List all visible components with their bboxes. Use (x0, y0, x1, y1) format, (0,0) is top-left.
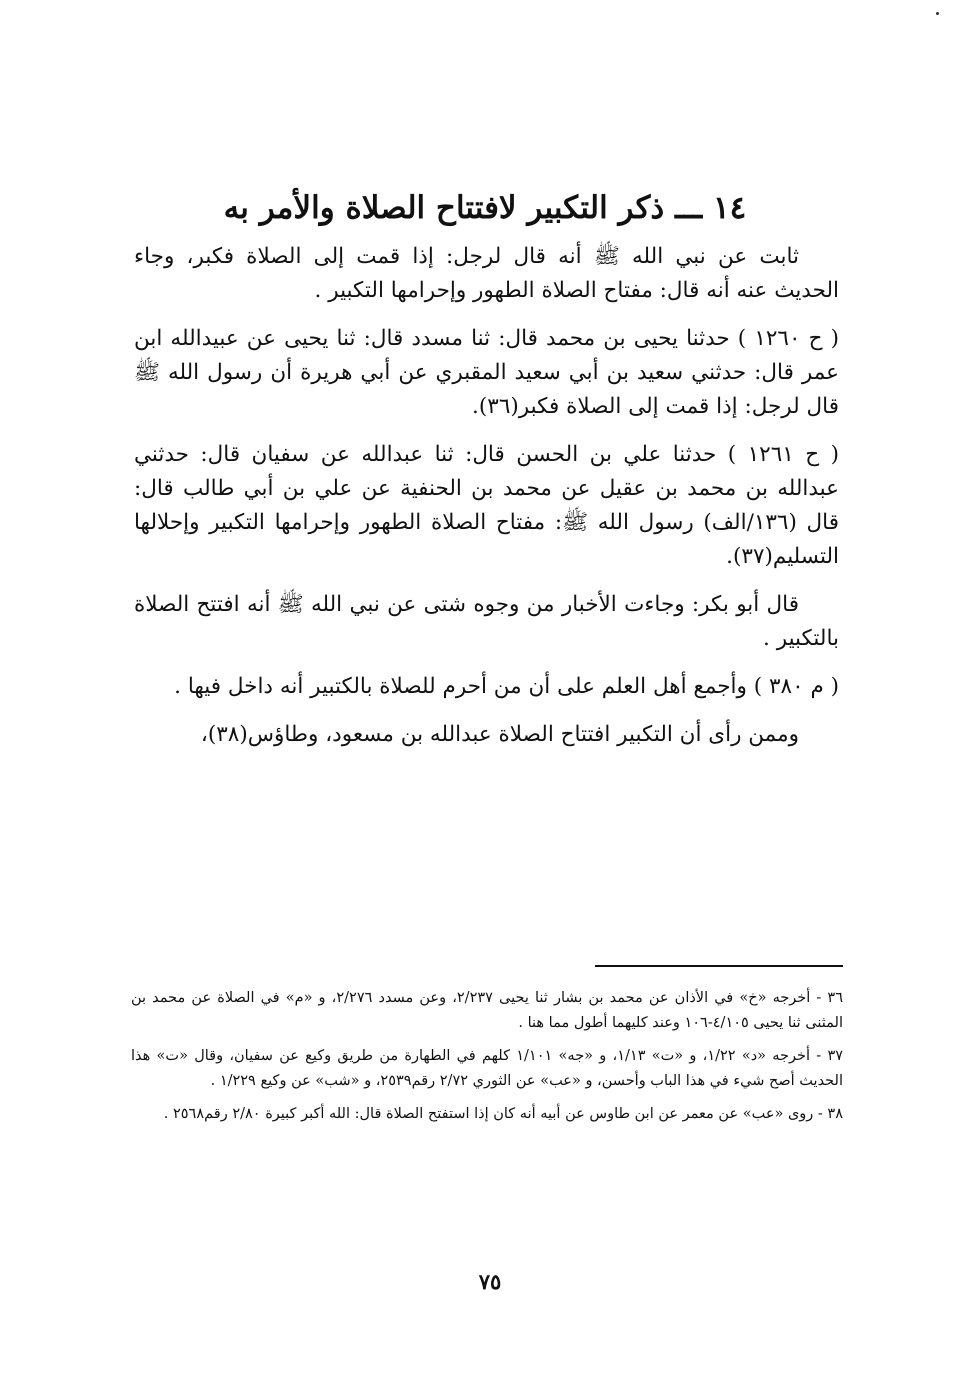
footnote-37: ٣٧ - أخرجه «د» ١/٢٢، و «ت» ١/١٣، و «جه» ١/١٠١ كلهم في الطهارة من طريق وكيع عن سفيان، وقال «ت» هذا الحديث أصح شيء في هذا الباب وأحسن، و «عب» عن الثوري ٢/٧٢ رقم٢٥٣٩، و «شب» عن وكيع ١/٢٢٩ . (131, 1048, 844, 1089)
paragraph-hadith-1261: ( ح ١٢٦١ ) حدثنا علي بن الحسن قال: ثنا عبدالله عن سفيان قال: حدثني عبدالله بن محمد بن عقيل عن محمد بن الحنفية عن علي بن أبي طالب قال: قال (١٣٦/الف) رسول الله ﷺ: مفتاح الصلاة الطهور وإحرامها التكبير وإحلالها التسليم(٣٧). (134, 442, 839, 569)
main-text (134, 240, 839, 752)
page-number: ٧٥ (478, 1269, 502, 1294)
paragraph-opinions: وممن رأى أن التكبير افتتاح الصلاة عبدالله بن مسعود، وطاؤس(٣٨)، (200, 722, 799, 747)
footnote-36: ٣٦ - أخرجه «خ» في الأذان عن محمد بن بشار ثنا يحيى ٢/٢٣٧، وعن مسدد ٢/٢٧٦، و «م» في الصلاة عن محمد بن المثنى ثنا يحيى ٤/١٠٥-١٠٦ وعند كليهما أطول مما هنا . (131, 990, 843, 1031)
paragraph-consensus-380: ( م ٣٨٠ ) وأجمع أهل العلم على أن من أحرم للصلاة بالكتبير أنه داخل فيها . (174, 674, 839, 699)
paragraph-hadith-1260: ( ح ١٢٦٠ ) حدثنا يحيى بن محمد قال: ثنا مسدد قال: ثنا يحيى عن عبيدالله ابن عمر قال: حدثني سعيد بن أبي سعيد المقبري عن أبي هريرة أن رسول الله ﷺ قال لرجل: إذا قمت إلى الصلاة فكبر(٣٦). (134, 326, 840, 419)
paragraph-intro: ثابت عن نبي الله ﷺ أنه قال لرجل: إذا قمت إلى الصلاة فكبر، وجاء الحديث عنه أنه قال: مفتاح الصلاة الطهور وإحرامها التكبير . (134, 244, 839, 303)
footnote-separator (595, 965, 843, 967)
footnote-38: ٣٨ - روى «عب» عن معمر عن ابن طاوس عن أبيه أنه كان إذا استفتح الصلاة قال: الله أكبر كبيرة ٢/٨٠ رقم٢٥٦٨ . (163, 1106, 843, 1122)
chapter-heading: ١٤ ـــ ذكر التكبير لافتتاح الصلاة والأمر به (223, 189, 747, 226)
footnotes (131, 986, 843, 1135)
scan-speck (936, 12, 939, 15)
paragraph-abu-bakr: قال أبو بكر: وجاءت الأخبار من وجوه شتى عن نبي الله ﷺ أنه افتتح الصلاة بالتكبير . (134, 592, 839, 651)
